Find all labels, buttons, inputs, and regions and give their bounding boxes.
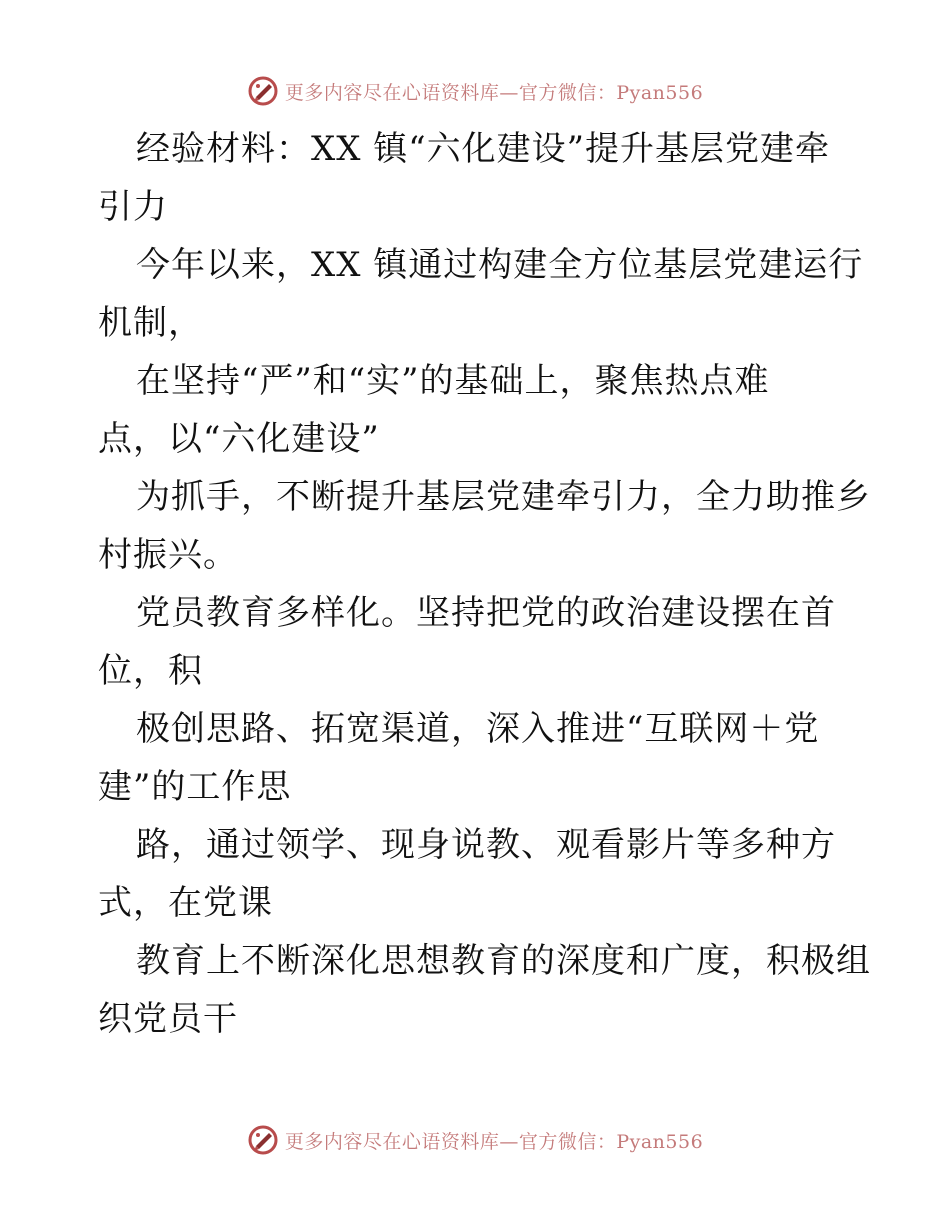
document-text-line: 引力 bbox=[98, 187, 168, 227]
document-text-line: 路，通过领学、现身说教、观看影片等多种方 bbox=[136, 825, 836, 865]
brand-logo-icon bbox=[247, 75, 279, 107]
document-text-line: 在坚持“严”和“实”的基础上，聚焦热点难 bbox=[136, 361, 770, 401]
document-text-line: 经验材料：XX 镇“六化建设”提升基层党建牵 bbox=[136, 129, 830, 169]
document-text-line: 极创思路、拓宽渠道，深入推进“互联网＋党 bbox=[136, 709, 820, 749]
document-text-line: 位，积 bbox=[98, 651, 203, 691]
document-text-line: 建”的工作思 bbox=[98, 767, 292, 807]
document-body bbox=[98, 120, 878, 1048]
document-text-line: 村振兴。 bbox=[98, 535, 238, 575]
header-watermark-banner bbox=[0, 71, 950, 111]
document-text-line: 织党员干 bbox=[98, 999, 238, 1039]
header-watermark-inner bbox=[247, 75, 703, 107]
footer-watermark-text: 更多内容尽在心语资料库—官方微信：Pyan556 bbox=[284, 1130, 704, 1153]
document-text-line: 教育上不断深化思想教育的深度和广度，积极组 bbox=[136, 941, 871, 981]
document-text-line: 机制， bbox=[98, 303, 203, 343]
document-text-line: 点，以“六化建设” bbox=[98, 419, 380, 459]
document-text-line: 党员教育多样化。坚持把党的政治建设摆在首 bbox=[136, 593, 836, 633]
document-text-line: 为抓手，不断提升基层党建牵引力，全力助推乡 bbox=[136, 477, 871, 517]
footer-watermark-banner bbox=[0, 1120, 950, 1160]
footer-watermark-inner bbox=[247, 1124, 703, 1156]
brand-logo-icon bbox=[247, 1124, 279, 1156]
header-watermark-text: 更多内容尽在心语资料库—官方微信：Pyan556 bbox=[284, 81, 704, 104]
document-text-line: 今年以来，XX 镇通过构建全方位基层党建运行 bbox=[136, 245, 864, 285]
document-text-line: 式，在党课 bbox=[98, 883, 273, 923]
